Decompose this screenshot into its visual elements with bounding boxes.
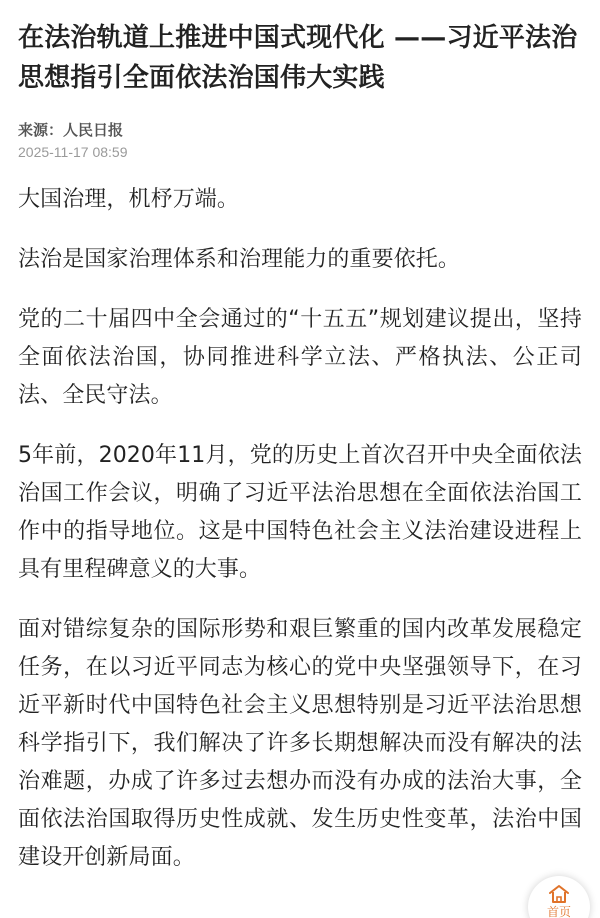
article-title: 在法治轨道上推进中国式现代化 ——习近平法治思想指引全面依法治国伟大实践: [18, 23, 578, 93]
article-paragraph: 大国治理，机杼万端。: [18, 187, 240, 212]
home-icon: [548, 884, 570, 904]
home-button-label: 首页: [546, 905, 571, 918]
article-publish-time: 2025-11-17 08:59: [18, 144, 128, 160]
article-source: 来源：人民日报: [18, 121, 124, 139]
article-body: [18, 181, 582, 877]
article-paragraph: 法治是国家治理体系和治理能力的重要依托。: [18, 247, 461, 272]
article-paragraph: 党的二十届四中全会通过的“十五五”规划建议提出，坚持全面依法治国，协同推进科学立法、严格执法、公正司法、全民守法。: [18, 307, 582, 408]
article-meta: [18, 119, 582, 163]
article-paragraph: 5年前，2020年11月，党的历史上首次召开中央全面依法治国工作会议，明确了习近平法治思想在全面依法治国工作中的指导地位。这是中国特色社会主义法治建设进程上具有里程碑意义的大事。: [18, 443, 582, 582]
article-paragraph: 面对错综复杂的国际形势和艰巨繁重的国内改革发展稳定任务，在以习近平同志为核心的党中央坚强领导下，在习近平新时代中国特色社会主义思想特别是习近平法治思想科学指引下，我们解决了许多长期想解决而没有解决的法治难题，办成了许多过去想办而没有办成的法治大事，全面依法治国取得历史性成就、发生历史性变革，法治中国建设开创新局面。: [18, 617, 582, 870]
